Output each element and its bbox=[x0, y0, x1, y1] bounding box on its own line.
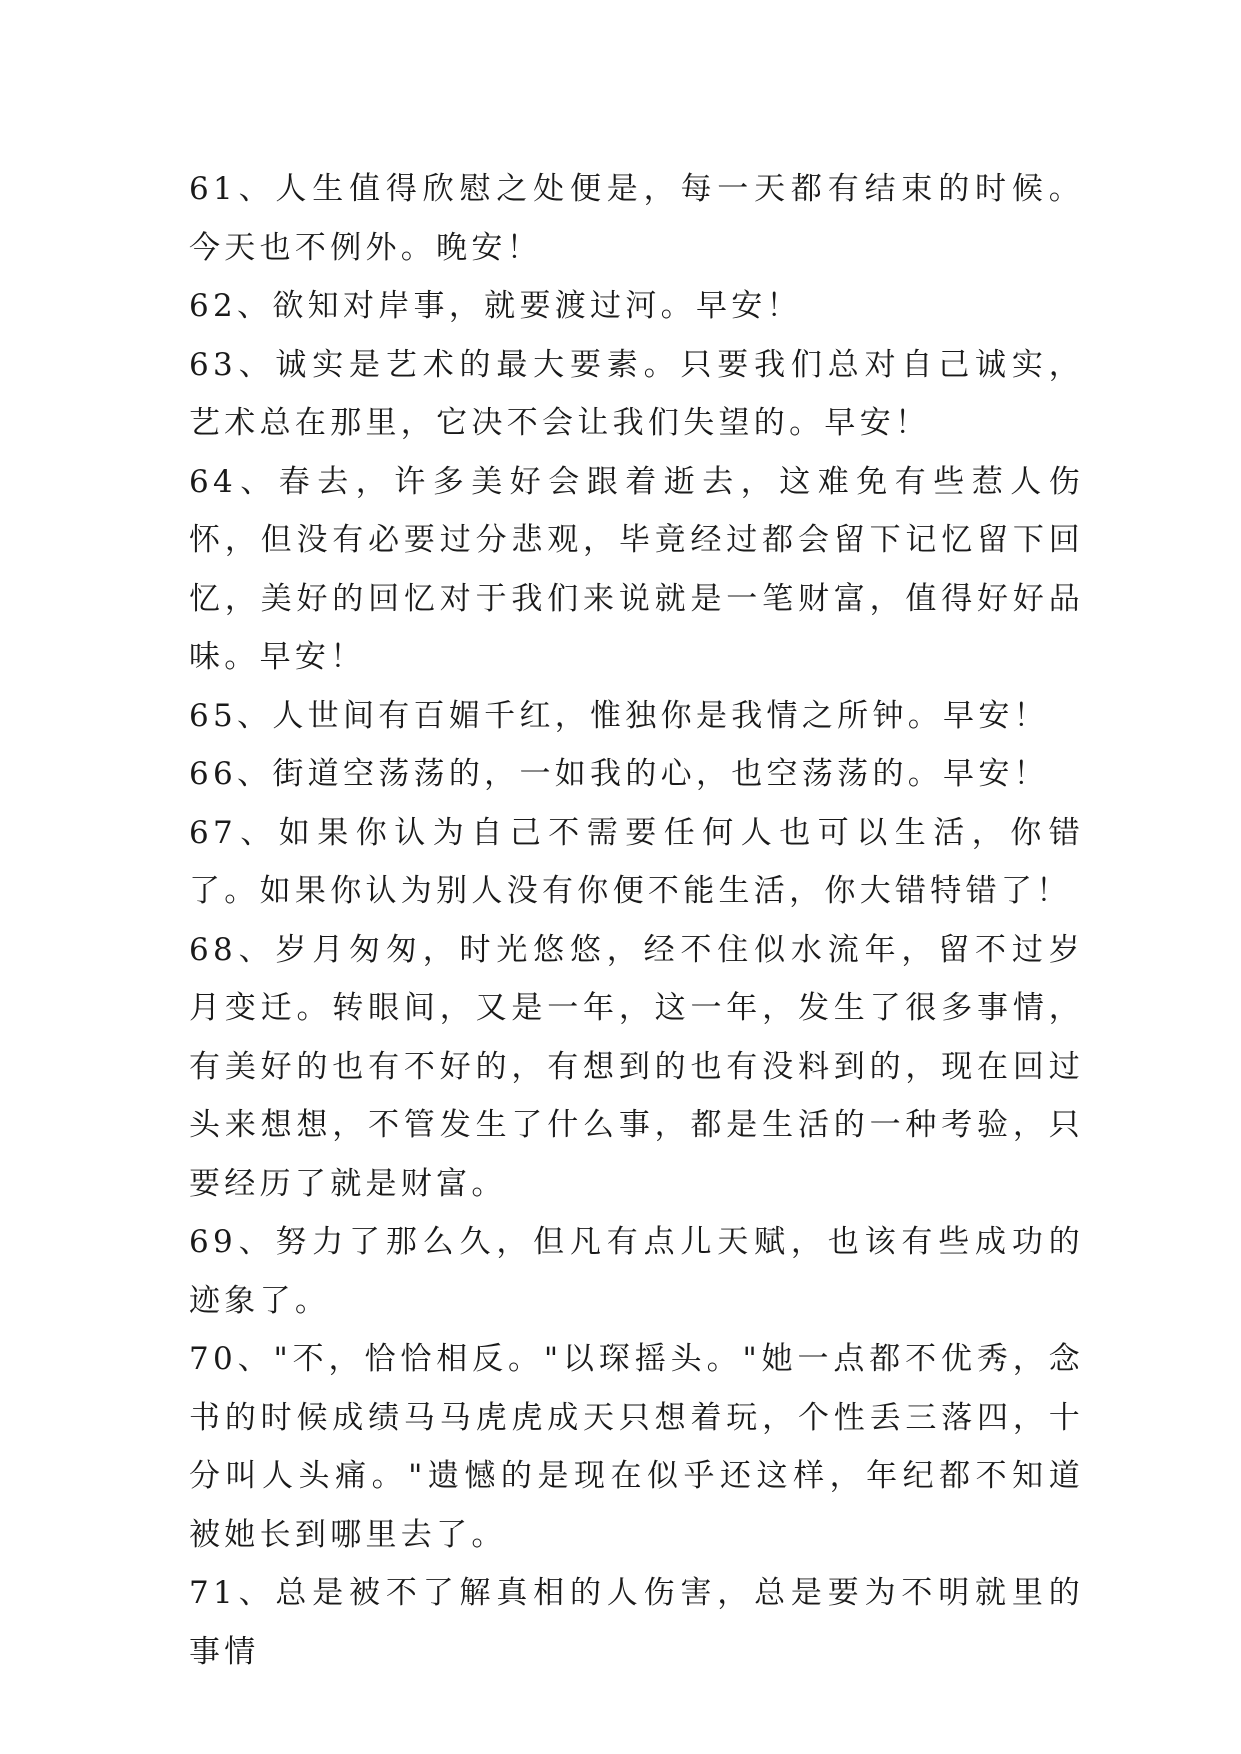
list-item: 68、岁月匆匆，时光悠悠，经不住似水流年，留不过岁月变迁。转眼间，又是一年，这一年，发生了很多事情，有美好的也有不好的，有想到的也有没料到的，现在回过头来想想，不管发生了什么事，都是生活的一种考验，只要经历了就是财富。 bbox=[189, 931, 1084, 1202]
list-item: 70、"不，恰恰相反。"以琛摇头。"她一点都不优秀，念书的时候成绩马马虎虎成天只想着玩，个性丢三落四，十分叫人头痛。"遗憾的是现在似乎还这样，年纪都不知道被她长到哪里去了。 bbox=[189, 1341, 1084, 1553]
list-item: 71、总是被不了解真相的人伤害，总是要为不明就里的事情 bbox=[189, 1575, 1084, 1670]
list-item: 64、春去，许多美好会跟着逝去，这难免有些惹人伤怀，但没有必要过分悲观，毕竟经过都会留下记忆留下回忆，美好的回忆对于我们来说就是一笔财富，值得好好品味。早安！ bbox=[189, 463, 1084, 675]
list-item: 62、欲知对岸事，就要渡过河。早安！ bbox=[189, 288, 802, 324]
list-item: 63、诚实是艺术的最大要素。只要我们总对自己诚实，艺术总在那里，它决不会让我们失望的。早安！ bbox=[189, 346, 1084, 441]
list-item: 67、如果你认为自己不需要任何人也可以生活，你错了。如果你认为别人没有你便不能生活，你大错特错了！ bbox=[189, 814, 1084, 909]
document-body bbox=[189, 160, 1084, 1681]
list-item: 61、人生值得欣慰之处便是，每一天都有结束的时候。今天也不例外。晚安！ bbox=[189, 171, 1084, 266]
list-item: 69、努力了那么久，但凡有点儿天赋，也该有些成功的迹象了。 bbox=[189, 1224, 1084, 1319]
list-item: 66、街道空荡荡的，一如我的心，也空荡荡的。早安！ bbox=[189, 756, 1049, 792]
list-item: 65、人世间有百媚千红，惟独你是我情之所钟。早安！ bbox=[189, 697, 1049, 734]
